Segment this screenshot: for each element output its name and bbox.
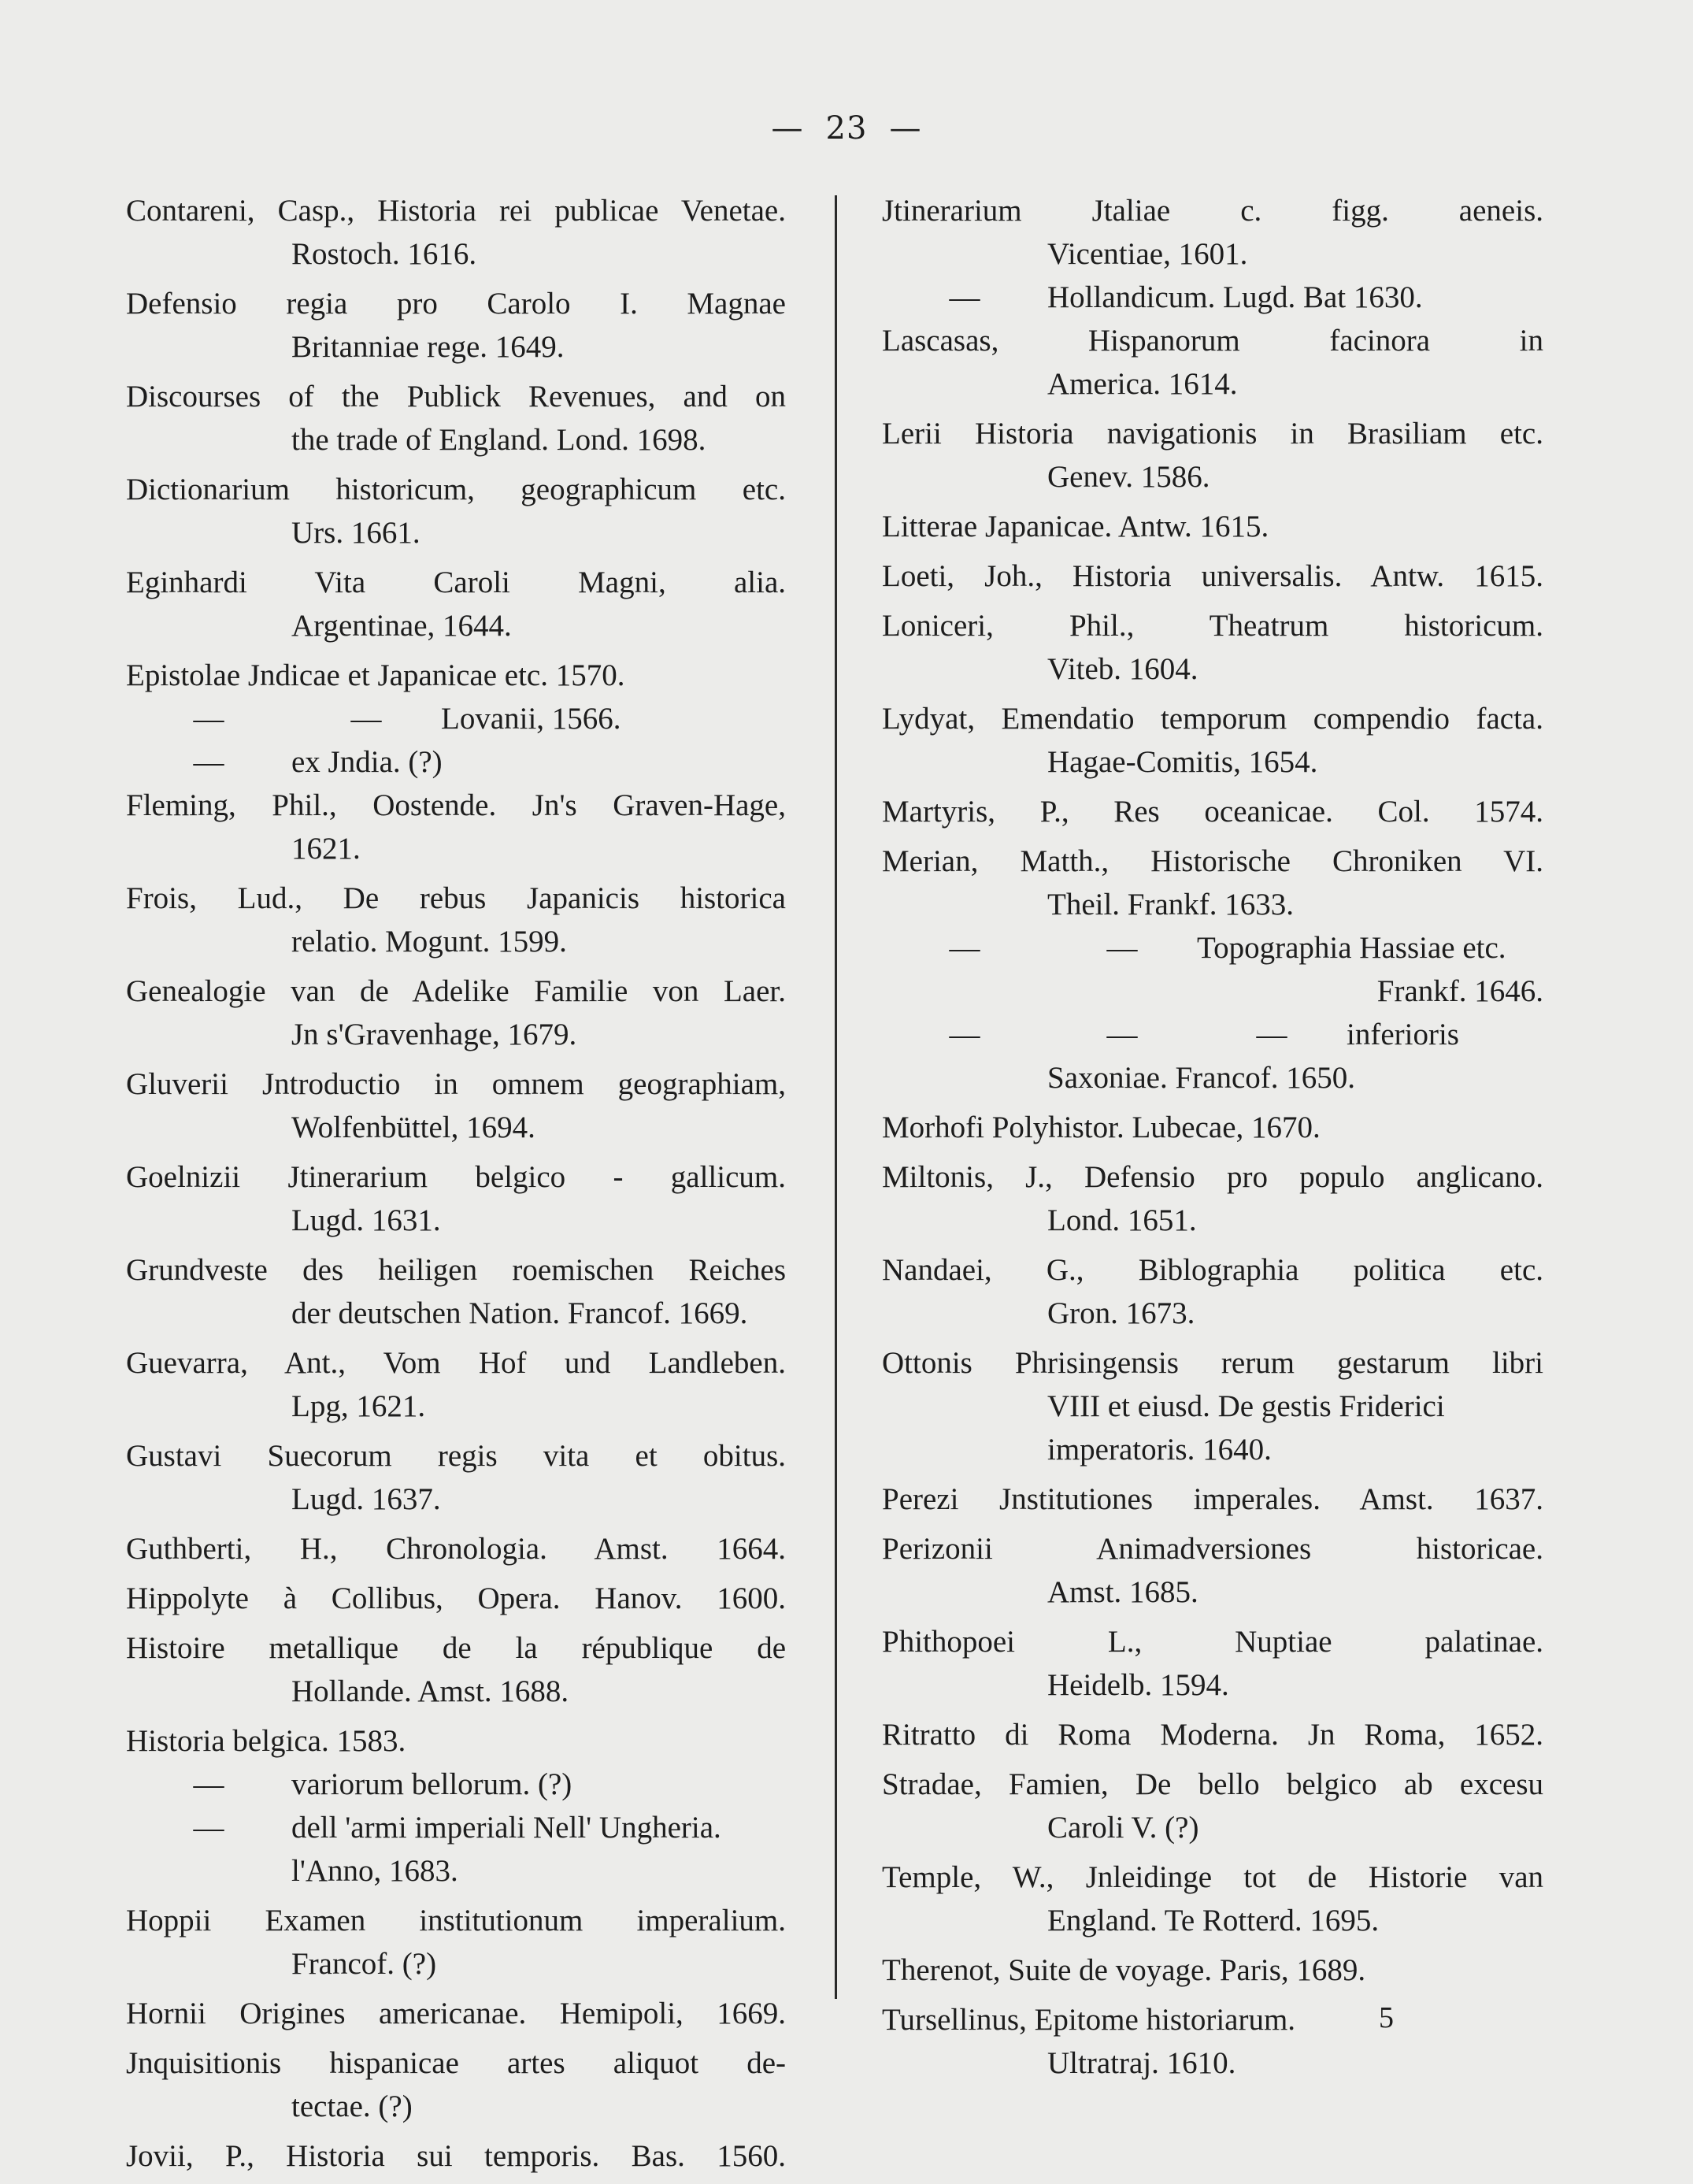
page-number: 23 bbox=[825, 110, 868, 146]
entry-continuation: Theil. Frankf. 1633. bbox=[1047, 888, 1295, 921]
bib-entry bbox=[126, 1899, 786, 1986]
bib-entry bbox=[126, 1434, 786, 1521]
entry-line: inferioris bbox=[1347, 1018, 1459, 1051]
bib-entry bbox=[882, 505, 1543, 548]
entry-continuation: Wolfenbüttel, 1694. bbox=[291, 1111, 535, 1144]
bib-entry bbox=[126, 189, 786, 276]
entry-line: Therenot, Suite de voyage. Paris, 1689. bbox=[882, 1953, 1366, 1987]
ditto-dash: — bbox=[193, 702, 224, 736]
ditto-dash: — bbox=[949, 931, 980, 965]
entry-continuation: Urs. 1661. bbox=[291, 516, 420, 550]
entry-continuation: Hollande. Amst. 1688. bbox=[291, 1674, 569, 1708]
entry-continuation: Saxoniae. Francof. 1650. bbox=[1047, 1061, 1355, 1095]
entry-line: Miltonis, J., Defensio pro populo anglicano. bbox=[882, 1160, 1543, 1194]
entry-continuation: Jn s'Gravenhage, 1679. bbox=[291, 1018, 577, 1051]
bib-entry bbox=[126, 1248, 786, 1335]
entry-line: Loeti, Joh., Historia universalis. Antw. 1615. bbox=[882, 559, 1543, 593]
bib-entry bbox=[882, 1341, 1543, 1471]
entry-line: Fleming, Phil., Oostende. Jn's Graven-Hage, bbox=[126, 788, 786, 822]
bib-entry bbox=[126, 654, 786, 784]
entry-line: Jovii, P., Historia sui temporis. Bas. 1560. bbox=[126, 2139, 786, 2173]
entry-continuation: relatio. Mogunt. 1599. bbox=[291, 925, 567, 959]
bib-entry bbox=[126, 375, 786, 462]
entry-continuation: England. Te Rotterd. 1695. bbox=[1047, 1904, 1380, 1937]
bib-entry bbox=[126, 2134, 786, 2178]
bib-entry bbox=[882, 1763, 1543, 1849]
ditto-dash: — bbox=[1106, 1018, 1138, 1051]
entry-line: Histoire metallique de la république de bbox=[126, 1631, 786, 1665]
entry-line: Lydyat, Emendatio temporum compendio facta. bbox=[882, 702, 1543, 736]
bib-entry bbox=[126, 1719, 786, 1893]
ditto-entry bbox=[882, 926, 1543, 970]
ditto-dash: — bbox=[949, 1018, 980, 1051]
entry-continuation: Lugd. 1637. bbox=[291, 1482, 441, 1516]
entry-line: Goelnizii Jtinerarium belgico - gallicum. bbox=[126, 1160, 786, 1194]
bib-entry bbox=[882, 1155, 1543, 1242]
entry-line: Ritratto di Roma Moderna. Jn Roma, 1652. bbox=[882, 1718, 1543, 1752]
entry-line: Tursellinus, Epitome historiarum. bbox=[882, 2003, 1296, 2037]
entry-continuation: tectae. (?) bbox=[291, 2089, 413, 2123]
entry-line: ex Jndia. (?) bbox=[291, 745, 443, 779]
entry-line: Perezi Jnstitutiones imperales. Amst. 1637. bbox=[882, 1482, 1543, 1516]
bib-entry bbox=[882, 1620, 1543, 1707]
entry-line: variorum bellorum. (?) bbox=[291, 1767, 572, 1801]
bib-entry bbox=[126, 282, 786, 369]
entry-line: Phithopoei L., Nuptiae palatinae. bbox=[882, 1625, 1543, 1659]
entry-continuation: Lond. 1651. bbox=[1047, 1203, 1197, 1237]
entry-line: Loniceri, Phil., Theatrum historicum. bbox=[882, 609, 1543, 643]
entry-continuation: America. 1614. bbox=[1047, 367, 1238, 401]
ditto-dash: — bbox=[1106, 931, 1138, 965]
entry-line: Hippolyte à Collibus, Opera. Hanov. 1600. bbox=[126, 1581, 786, 1615]
entry-line: Lascasas, Hispanorum facinora in bbox=[882, 324, 1543, 358]
bib-entry bbox=[126, 970, 786, 1056]
page-number-header bbox=[0, 110, 1693, 146]
entry-continuation: Heidelb. 1594. bbox=[1047, 1668, 1229, 1702]
entry-line: Jtinerarium Jtaliae c. figg. aeneis. bbox=[882, 194, 1543, 228]
entry-continuation: Lpg, 1621. bbox=[291, 1389, 426, 1423]
bib-entry bbox=[126, 1062, 786, 1149]
bib-entry bbox=[126, 1527, 786, 1570]
bib-entry bbox=[882, 697, 1543, 784]
entry-line: Morhofi Polyhistor. Lubecae, 1670. bbox=[882, 1111, 1321, 1144]
entry-continuation: Genev. 1586. bbox=[1047, 460, 1210, 494]
ditto-entry bbox=[126, 1806, 786, 1849]
bib-entry bbox=[882, 1856, 1543, 1942]
bib-entry bbox=[882, 1106, 1543, 1149]
entry-continuation: 1621. bbox=[291, 832, 361, 866]
entry-line: Litterae Japanicae. Antw. 1615. bbox=[882, 510, 1269, 543]
bib-entry bbox=[882, 412, 1543, 499]
entry-continuation: Gron. 1673. bbox=[1047, 1296, 1195, 1330]
ditto-dash: — bbox=[949, 280, 980, 314]
bib-entry bbox=[126, 1992, 786, 2035]
entry-line: Merian, Matth., Historische Chroniken VI. bbox=[882, 844, 1543, 878]
entry-line: Nandaei, G., Biblographia politica etc. bbox=[882, 1253, 1543, 1287]
entry-line: Temple, W., Jnleidinge tot de Historie van bbox=[882, 1860, 1543, 1894]
entry-continuation: Rostoch. 1616. bbox=[291, 237, 477, 271]
bib-entry bbox=[126, 784, 786, 870]
entry-line: Perizonii Animadversiones historicae. bbox=[882, 1532, 1543, 1566]
entry-continuation: imperatoris. 1640. bbox=[1047, 1433, 1272, 1467]
bib-entry bbox=[126, 561, 786, 647]
ditto-dash: — bbox=[350, 702, 382, 736]
bib-entry bbox=[126, 1577, 786, 1620]
bib-entry bbox=[882, 1998, 1543, 2085]
column-divider bbox=[835, 195, 837, 1999]
entry-continuation: der deutschen Nation. Francof. 1669. bbox=[291, 1296, 748, 1330]
bib-entry bbox=[882, 1949, 1543, 1992]
entry-line: Martyris, P., Res oceanicae. Col. 1574. bbox=[882, 795, 1543, 829]
ditto-dash: — bbox=[193, 1767, 224, 1801]
header-dash-left: — bbox=[771, 110, 804, 146]
entry-line: Eginhardi Vita Caroli Magni, alia. bbox=[126, 565, 786, 599]
entry-line: Stradae, Famien, De bello belgico ab excesu bbox=[882, 1767, 1543, 1801]
entry-line: Hollandicum. Lugd. Bat 1630. bbox=[1047, 280, 1423, 314]
entry-line: Ottonis Phrisingensis rerum gestarum libri bbox=[882, 1346, 1543, 1380]
entry-continuation: Argentinae, 1644. bbox=[291, 609, 512, 643]
entry-line: Hoppii Examen institutionum imperalium. bbox=[126, 1904, 786, 1937]
entry-continuation: the trade of England. Lond. 1698. bbox=[291, 423, 706, 457]
entry-continuation: VIII et eiusd. De gestis Friderici bbox=[1047, 1389, 1445, 1423]
bib-entry bbox=[882, 1478, 1543, 1521]
entry-line: Hornii Origines americanae. Hemipoli, 1669. bbox=[126, 1997, 786, 2030]
bib-entry bbox=[126, 1341, 786, 1428]
bib-entry bbox=[126, 468, 786, 554]
ditto-entry bbox=[126, 740, 786, 784]
bib-entry bbox=[126, 2041, 786, 2128]
header-dash-right: — bbox=[889, 110, 922, 146]
ditto-entry bbox=[126, 697, 786, 740]
ditto-dash: — bbox=[193, 745, 224, 779]
entry-line: Discourses of the Publick Revenues, and on bbox=[126, 380, 786, 413]
bib-entry bbox=[882, 319, 1543, 406]
ditto-entry bbox=[882, 276, 1543, 319]
entry-continuation: Caroli V. (?) bbox=[1047, 1811, 1199, 1845]
entry-line: Grundveste des heiligen roemischen Reiches bbox=[126, 1253, 786, 1287]
entry-line: Gluverii Jntroductio in omnem geographiam, bbox=[126, 1067, 786, 1101]
ditto-entry bbox=[882, 1013, 1543, 1056]
bib-entry bbox=[882, 1527, 1543, 1614]
entry-line: Defensio regia pro Carolo I. Magnae bbox=[126, 287, 786, 321]
entry-continuation: Lugd. 1631. bbox=[291, 1203, 441, 1237]
entry-continuation: Viteb. 1604. bbox=[1047, 652, 1198, 686]
bib-entry bbox=[882, 189, 1543, 319]
entry-line: Jnquisitionis hispanicae artes aliquot de- bbox=[126, 2046, 786, 2080]
bib-entry bbox=[882, 840, 1543, 1099]
entry-continuation: Frankf. 1646. bbox=[1376, 974, 1543, 1008]
entry-line: Historia belgica. 1583. bbox=[126, 1724, 406, 1758]
entry-line: Contareni, Casp., Historia rei publicae Venetae. bbox=[126, 194, 786, 228]
entry-line: Guevarra, Ant., Vom Hof und Landleben. bbox=[126, 1346, 786, 1380]
entry-continuation: Hagae-Comitis, 1654. bbox=[1047, 745, 1318, 779]
entry-line: dell 'armi imperiali Nell' Ungheria. bbox=[291, 1811, 721, 1845]
ditto-entry bbox=[126, 1763, 786, 1806]
bib-entry bbox=[882, 1248, 1543, 1335]
entry-continuation: Amst. 1685. bbox=[1047, 1575, 1198, 1609]
entry-line: Lovanii, 1566. bbox=[441, 702, 621, 736]
bib-entry bbox=[126, 877, 786, 963]
entry-continuation: Francof. (?) bbox=[291, 1947, 437, 1981]
bib-entry bbox=[882, 604, 1543, 691]
bib-entry bbox=[882, 554, 1543, 598]
right-column bbox=[882, 189, 1543, 2091]
bib-entry bbox=[882, 790, 1543, 833]
entry-line: Dictionarium historicum, geographicum etc. bbox=[126, 473, 786, 506]
entry-continuation: Vicentiae, 1601. bbox=[1047, 237, 1248, 271]
bib-entry bbox=[126, 1155, 786, 1242]
entry-continuation: Ultratraj. 1610. bbox=[1047, 2046, 1236, 2080]
left-column bbox=[126, 189, 786, 2184]
bib-entry bbox=[126, 1626, 786, 1713]
bib-entry bbox=[882, 1713, 1543, 1756]
entry-line: Genealogie van de Adelike Familie von Laer. bbox=[126, 974, 786, 1008]
entry-line: Gustavi Suecorum regis vita et obitus. bbox=[126, 1439, 786, 1473]
ditto-dash: — bbox=[193, 1811, 224, 1845]
entry-line: Epistolae Jndicae et Japanicae etc. 1570. bbox=[126, 658, 625, 692]
entry-line: Lerii Historia navigationis in Brasiliam etc. bbox=[882, 417, 1543, 451]
entry-continuation: l'Anno, 1683. bbox=[291, 1854, 458, 1888]
signature-mark: 5 bbox=[1379, 2001, 1394, 2034]
entry-line: Guthberti, H., Chronologia. Amst. 1664. bbox=[126, 1532, 786, 1566]
entry-line: Topographia Hassiae etc. bbox=[1197, 931, 1506, 965]
entry-line: Frois, Lud., De rebus Japanicis historica bbox=[126, 881, 786, 915]
entry-continuation: Britanniae rege. 1649. bbox=[291, 330, 565, 364]
ditto-dash: — bbox=[1256, 1018, 1287, 1051]
